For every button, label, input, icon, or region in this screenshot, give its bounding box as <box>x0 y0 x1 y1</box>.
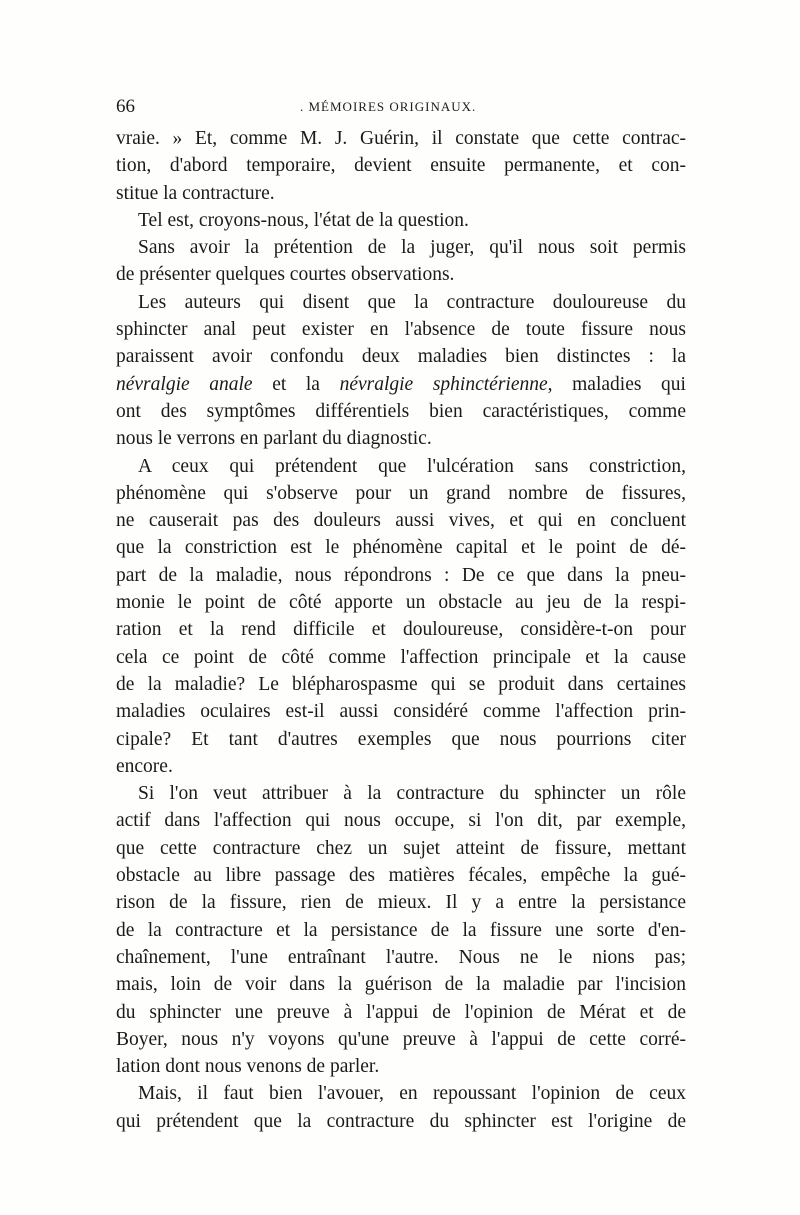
text-line: stitue la contracture. <box>116 182 275 204</box>
text-line: cela ce point de côté comme l'affection principale et la cause <box>116 646 686 668</box>
text-line: que cette contracture chez un sujet atteint de fissure, mettant <box>116 837 686 859</box>
text-line: phénomène qui s'observe pour un grand nombre de fissures, <box>116 482 686 504</box>
text-line: ration et la rend difficile et douloureuse, considère-t-on pour <box>116 619 686 641</box>
text-line: nous le verrons en parlant du diagnostic. <box>116 428 432 450</box>
text-line: de la maladie? Le blépharospasme qui se produit dans certaines <box>116 673 686 695</box>
text-line: de la contracture et la persistance de la fissure une sorte d'en- <box>116 919 686 941</box>
text-line: mais, loin de voir dans la guérison de la maladie par l'incision <box>116 974 686 996</box>
paragraph <box>116 125 686 207</box>
text-fragment: , maladies qui <box>547 373 686 395</box>
italic-term: névralgie sphinctérienne <box>339 373 548 395</box>
text-line: actif dans l'affection qui nous occupe, si l'on dit, par exemple, <box>116 810 686 832</box>
text-line: Si l'on veut attribuer à la contracture du sphincter un rôle <box>138 783 686 805</box>
text-line: cipale? Et tant d'autres exemples que nous pourrions citer <box>116 728 686 750</box>
text-line: Sans avoir la prétention de la juger, qu'il nous soit permis <box>138 237 686 259</box>
text-line: encore. <box>116 755 173 777</box>
text-line: chaînement, l'une entraînant l'autre. Nous ne le nions pas; <box>116 946 686 968</box>
text-line: de présenter quelques courtes observations. <box>116 264 455 286</box>
paragraph <box>116 234 686 289</box>
page-number: 66 <box>116 96 135 117</box>
text-line: du sphincter une preuve à l'appui de l'opinion de Mérat et de <box>116 1001 686 1023</box>
text-line: ne causerait pas des douleurs aussi vives, et qui en concluent <box>116 510 686 532</box>
italic-term: névralgie anale <box>116 373 253 395</box>
text-line: monie le point de côté apporte un obstacle au jeu de la respi- <box>116 592 686 614</box>
text-line: vraie. » Et, comme M. J. Guérin, il constate que cette contrac- <box>116 128 686 149</box>
text-line: que la constriction est le phénomène capital et le point de dé- <box>116 537 686 559</box>
text-line: Tel est, croyons-nous, l'état de la question. <box>138 209 469 231</box>
page-header <box>116 96 686 122</box>
paragraph <box>116 289 686 453</box>
text-line: lation dont nous venons de parler. <box>116 1056 380 1078</box>
paragraph <box>116 780 686 1080</box>
text-fragment: et la <box>252 373 340 395</box>
text-line: ont des symptômes différentiels bien caractéristiques, comme <box>116 400 686 422</box>
text-line: part de la maladie, nous répondrons : De ce que dans la pneu- <box>116 564 686 586</box>
text-line: paraissent avoir confondu deux maladies bien distinctes : la <box>116 346 686 368</box>
paragraph <box>116 1080 686 1135</box>
text-line: qui prétendent que la contracture du sphincter est l'origine de <box>116 1110 686 1132</box>
text-line: obstacle au libre passage des matières fécales, empêche la gué- <box>116 865 686 887</box>
paragraph <box>116 453 686 781</box>
body-text <box>116 125 686 1135</box>
text-line: maladies oculaires est-il aussi considéré comme l'affection prin- <box>116 701 686 723</box>
running-head: . MÉMOIRES ORIGINAUX. <box>300 99 477 114</box>
text-line: Mais, il faut bien l'avouer, en repoussant l'opinion de ceux <box>138 1083 686 1105</box>
text-line: A ceux qui prétendent que l'ulcération sans constriction, <box>138 455 686 477</box>
text-line: rison de la fissure, rien de mieux. Il y a entre la persistance <box>116 892 686 914</box>
text-line: Boyer, nous n'y voyons qu'une preuve à l'appui de cette corré- <box>116 1028 686 1050</box>
text-line: sphincter anal peut exister en l'absence de toute fissure nous <box>116 319 686 341</box>
paragraph <box>116 207 686 234</box>
text-line-with-italics <box>116 371 686 398</box>
text-line: Les auteurs qui disent que la contracture douloureuse du <box>138 291 686 313</box>
text-line: tion, d'abord temporaire, devient ensuite permanente, et con- <box>116 155 686 177</box>
